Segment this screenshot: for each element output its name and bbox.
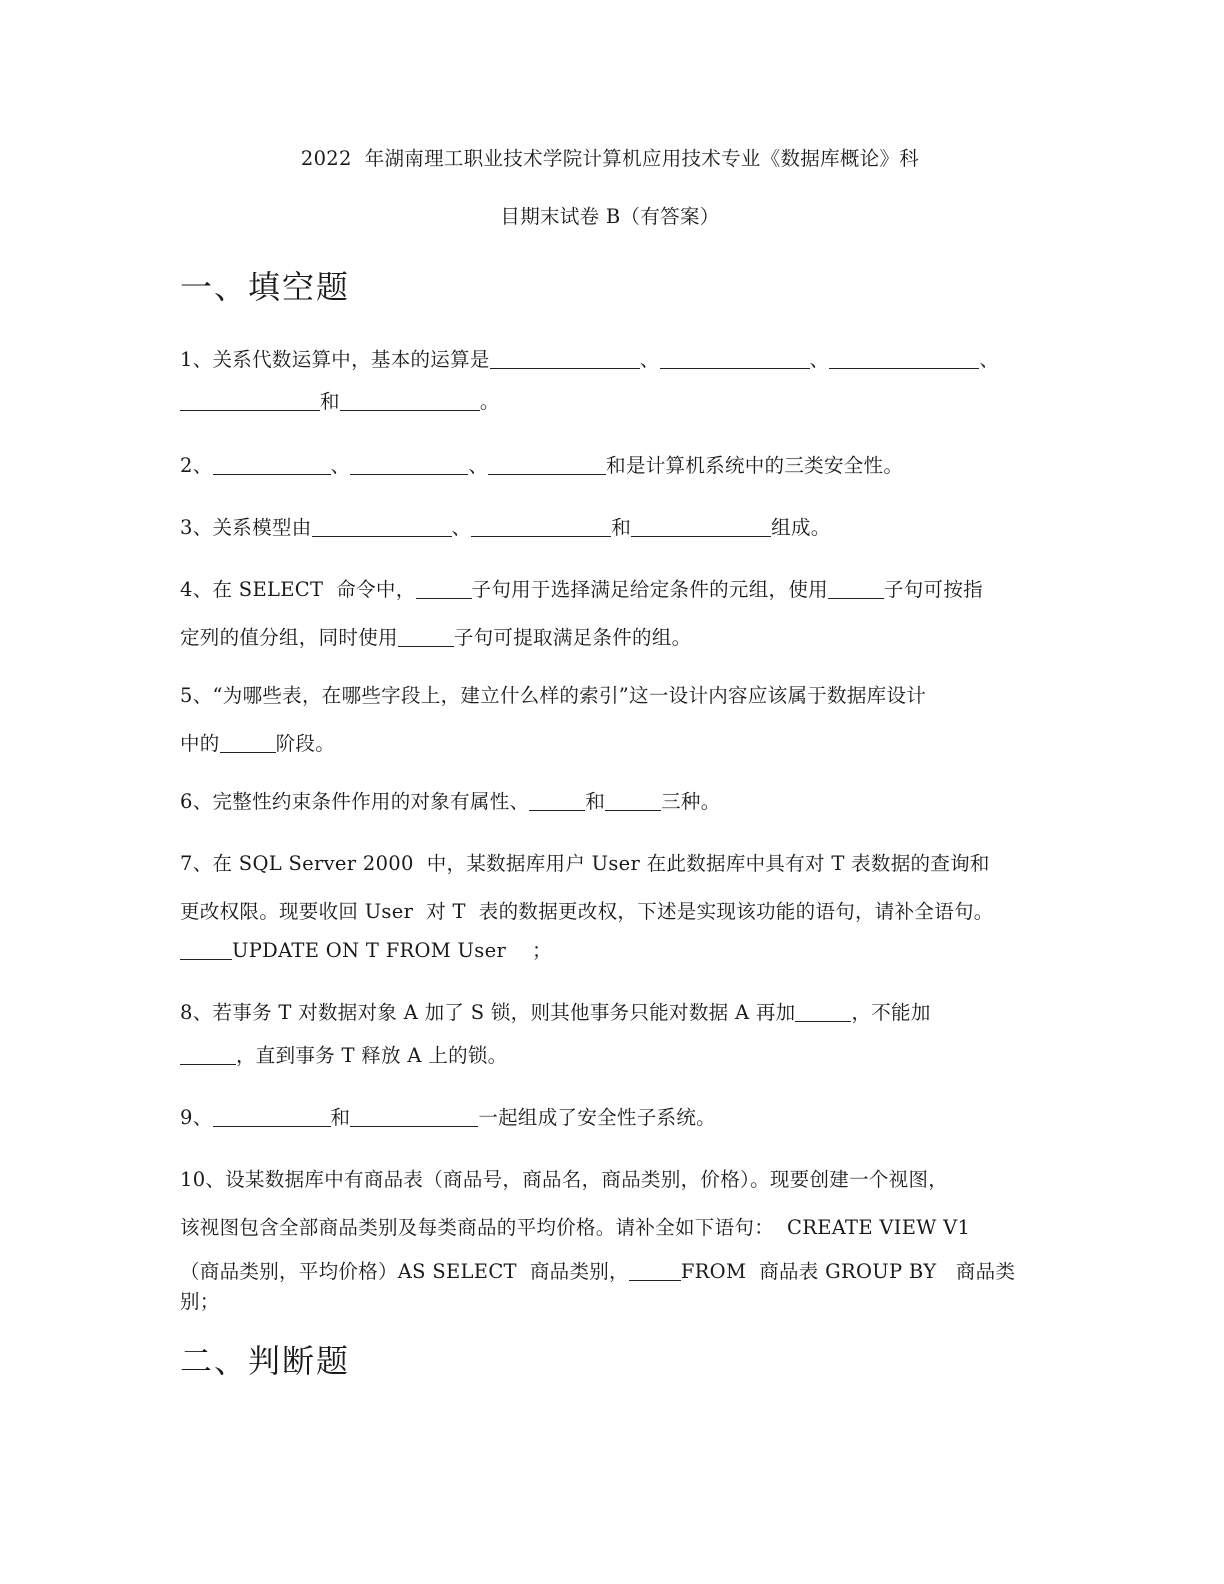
- question-8-text: 8、若事务 T 对数据对象 A 加了 S 锁，则其他事务只能对数据 A 再加: [180, 1001, 796, 1024]
- question-5-text: 中的: [180, 732, 220, 755]
- title-line-1: 2022 年湖南理工职业技术学院计算机应用技术专业《数据库概论》科: [300, 147, 920, 170]
- question-1-line-2: [180, 386, 500, 414]
- question-4-text: 4、在 SELECT 命令中，: [180, 578, 416, 601]
- question-8-line-1: [180, 997, 931, 1025]
- question-6: [180, 786, 721, 814]
- answer-blank[interactable]: [631, 514, 771, 537]
- question-4-text: 定列的值分组，同时使用: [180, 626, 398, 649]
- question-5-line-1: 5、“为哪些表，在哪些字段上，建立什么样的索引”这一设计内容应该属于数据库设计: [180, 684, 927, 707]
- section-heading-true-false: 二、判断题: [180, 1342, 351, 1380]
- answer-blank[interactable]: [180, 937, 232, 960]
- question-4-text: 子句可提取满足条件的组。: [453, 626, 692, 649]
- answer-blank[interactable]: [488, 452, 606, 475]
- question-2: [180, 450, 903, 478]
- answer-blank[interactable]: [660, 346, 810, 369]
- exam-title: [160, 130, 1060, 246]
- answer-blank[interactable]: [340, 388, 480, 411]
- answer-blank[interactable]: [398, 624, 454, 647]
- question-3-tail: 组成。: [771, 516, 831, 539]
- question-9: [180, 1102, 716, 1130]
- question-7-line-3: [180, 935, 552, 963]
- question-10-line-2: 该视图包含全部商品类别及每类商品的平均价格。请补全如下语句： CREATE VIEW V1: [180, 1216, 971, 1239]
- separator: 、: [451, 516, 472, 539]
- question-2-number: 2、: [180, 454, 213, 477]
- question-1-line-1: [180, 344, 999, 372]
- question-4-text: 子句可按指: [883, 578, 983, 601]
- answer-blank[interactable]: [529, 788, 585, 811]
- question-7-sql: UPDATE ON T FROM User ；: [232, 939, 552, 962]
- question-3: [180, 512, 831, 540]
- question-9-text: 一起组成了安全性子系统。: [478, 1106, 716, 1129]
- title-line-2: 目期末试卷 B（有答案）: [500, 205, 720, 228]
- separator: 、: [809, 348, 830, 371]
- conjunction: 和: [611, 516, 632, 539]
- question-7-line-2: 更改权限。现要收回 User 对 T 表的数据更改权，下述是实现该功能的语句，请补全语句。: [180, 900, 994, 923]
- separator: 、: [639, 348, 660, 371]
- separator: 、: [468, 454, 489, 477]
- question-10-line-1: 10、设某数据库中有商品表（商品号，商品名，商品类别，价格）。现要创建一个视图，: [180, 1168, 949, 1191]
- answer-blank[interactable]: [795, 999, 851, 1022]
- answer-blank[interactable]: [829, 346, 979, 369]
- question-10-text: （商品类别，平均价格）AS SELECT 商品类别，: [180, 1260, 629, 1283]
- answer-blank[interactable]: [180, 1042, 236, 1065]
- answer-blank[interactable]: [490, 346, 640, 369]
- question-6-text: 三种。: [661, 790, 721, 813]
- question-8-line-2: [180, 1040, 507, 1068]
- question-4-line-1: [180, 574, 983, 602]
- separator: 、: [979, 348, 1000, 371]
- question-10-line-3: [180, 1256, 1015, 1284]
- question-3-text: 3、关系模型由: [180, 516, 312, 539]
- period: 。: [479, 390, 500, 413]
- answer-blank[interactable]: [605, 788, 661, 811]
- question-5-line-2: [180, 728, 335, 756]
- answer-blank[interactable]: [220, 730, 276, 753]
- question-10-line-4: 别；: [180, 1290, 220, 1313]
- answer-blank[interactable]: [629, 1258, 681, 1281]
- question-7-line-1: 7、在 SQL Server 2000 中，某数据库用户 User 在此数据库中具有对 T 表数据的查询和: [180, 852, 990, 875]
- answer-blank[interactable]: [312, 514, 452, 537]
- answer-blank[interactable]: [350, 1104, 478, 1127]
- conjunction: 和: [320, 390, 340, 413]
- question-8-text: ，不能加: [851, 1001, 931, 1024]
- question-5-text: 阶段。: [275, 732, 336, 755]
- question-4-text: 子句用于选择满足给定条件的元组，使用: [471, 578, 828, 601]
- answer-blank[interactable]: [213, 452, 331, 475]
- answer-blank[interactable]: [350, 452, 468, 475]
- question-10-text: FROM 商品表 GROUP BY 商品类: [680, 1260, 1016, 1283]
- question-1-text: 1、关系代数运算中，基本的运算是: [180, 348, 490, 371]
- answer-blank[interactable]: [213, 1104, 331, 1127]
- question-8-text: ，直到事务 T 释放 A 上的锁。: [236, 1044, 508, 1067]
- separator: 、: [330, 454, 351, 477]
- question-4-line-2: [180, 622, 691, 650]
- answer-blank[interactable]: [828, 576, 884, 599]
- conjunction: 和: [330, 1106, 351, 1129]
- question-6-text: 6、完整性约束条件作用的对象有属性、: [180, 790, 530, 813]
- answer-blank[interactable]: [416, 576, 472, 599]
- answer-blank[interactable]: [180, 388, 320, 411]
- section-heading-fill-blank: 一、填空题: [180, 268, 351, 306]
- question-9-number: 9、: [180, 1106, 213, 1129]
- answer-blank[interactable]: [471, 514, 611, 537]
- conjunction: 和: [585, 790, 606, 813]
- question-2-text: 和是计算机系统中的三类安全性。: [606, 454, 904, 477]
